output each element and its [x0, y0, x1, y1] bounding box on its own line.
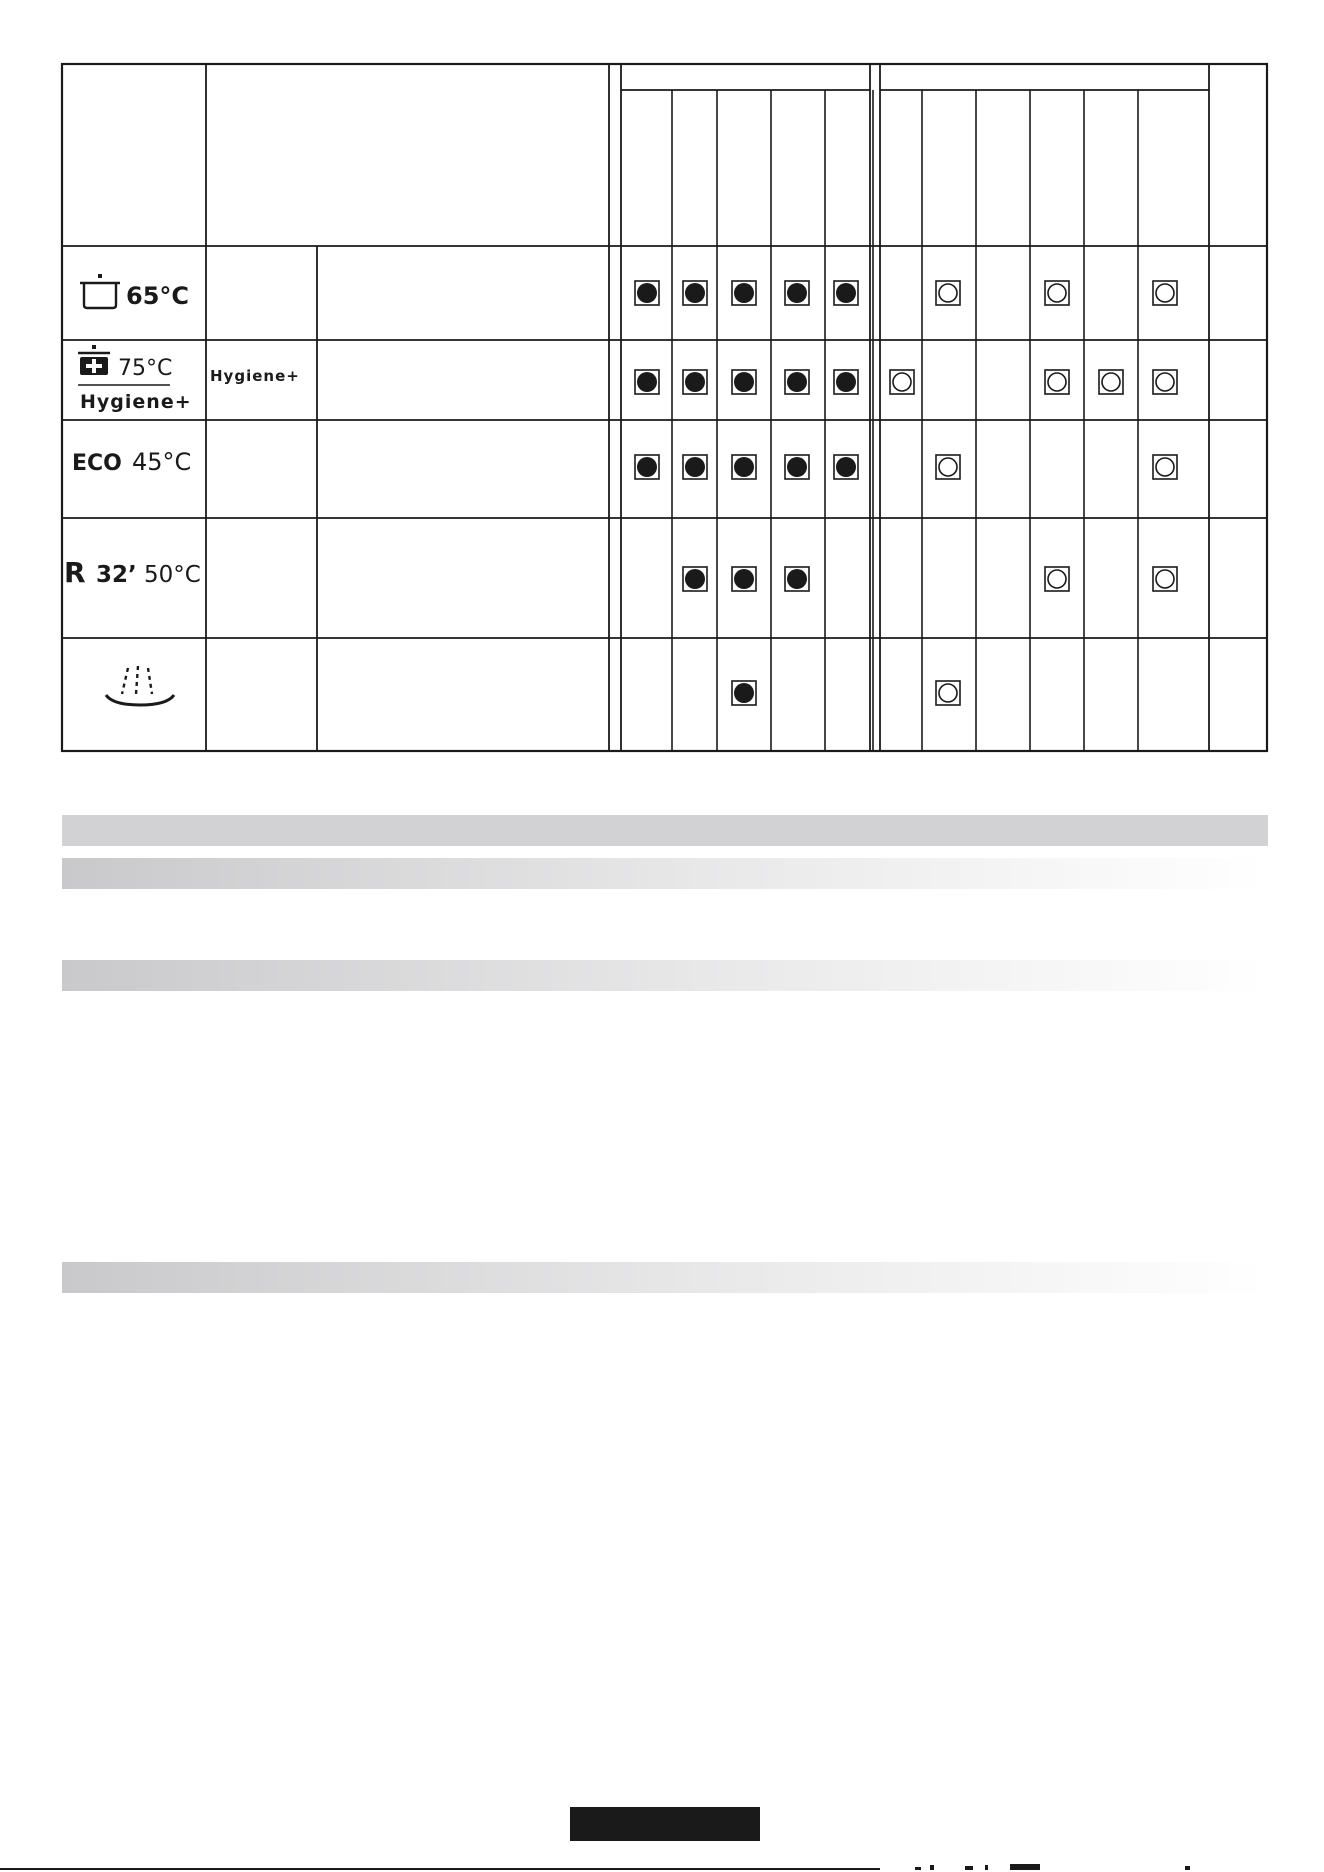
section-band-2	[62, 858, 1268, 889]
section-band-4	[62, 1262, 1268, 1293]
rapid-time-label: 32’	[96, 562, 137, 588]
program-temp-label: 75°C	[118, 356, 173, 381]
eco-label: ECO	[72, 451, 122, 476]
program-temp-label: 65°C	[126, 282, 190, 310]
section-band-1	[62, 815, 1268, 846]
filled-dot-mark	[683, 455, 707, 479]
option-label: Hygiene+	[210, 367, 300, 385]
open-dot-mark	[936, 681, 960, 705]
filled-dot-mark	[732, 281, 756, 305]
filled-dot-mark	[785, 455, 809, 479]
hygiene-label: Hygiene+	[80, 391, 192, 413]
filled-dot-mark	[683, 281, 707, 305]
open-dot-mark	[936, 455, 960, 479]
program-temp-label: 45°C	[132, 448, 192, 476]
filled-dot-mark	[785, 567, 809, 591]
filled-dot-mark	[785, 370, 809, 394]
filled-dot-mark	[683, 370, 707, 394]
row-labels	[64, 274, 300, 705]
filled-dot-mark	[732, 370, 756, 394]
table-frame	[62, 64, 1267, 751]
filled-dot-mark	[732, 455, 756, 479]
open-dot-mark	[1045, 370, 1069, 394]
footer-rule	[0, 1868, 880, 1870]
table-grid	[62, 64, 1267, 751]
filled-dot-mark	[834, 455, 858, 479]
filled-dot-mark	[834, 281, 858, 305]
open-dot-mark	[1153, 370, 1177, 394]
filled-dot-mark	[635, 370, 659, 394]
filled-dot-mark	[834, 370, 858, 394]
filled-dot-mark	[635, 281, 659, 305]
filled-dot-mark	[785, 281, 809, 305]
rapid-icon: R	[64, 556, 86, 589]
open-dot-mark	[1153, 567, 1177, 591]
section-band-3	[62, 960, 1268, 991]
open-dot-mark	[1099, 370, 1123, 394]
program-temp-label: 50°C	[144, 562, 201, 588]
open-dot-mark	[1045, 567, 1069, 591]
rinse-spray-icon	[106, 666, 174, 705]
page-number-tab	[570, 1807, 760, 1841]
program-table	[0, 0, 1324, 760]
filled-dot-mark	[683, 567, 707, 591]
open-dot-mark	[1045, 281, 1069, 305]
open-dot-mark	[1153, 455, 1177, 479]
pot-plus-icon	[78, 345, 110, 375]
footer-marks	[915, 1862, 1215, 1872]
filled-dot-mark	[732, 567, 756, 591]
open-dot-mark	[890, 370, 914, 394]
open-dot-mark	[936, 281, 960, 305]
pot-icon	[80, 274, 120, 308]
open-dot-mark	[1153, 281, 1177, 305]
filled-dot-mark	[732, 681, 756, 705]
filled-dot-mark	[635, 455, 659, 479]
